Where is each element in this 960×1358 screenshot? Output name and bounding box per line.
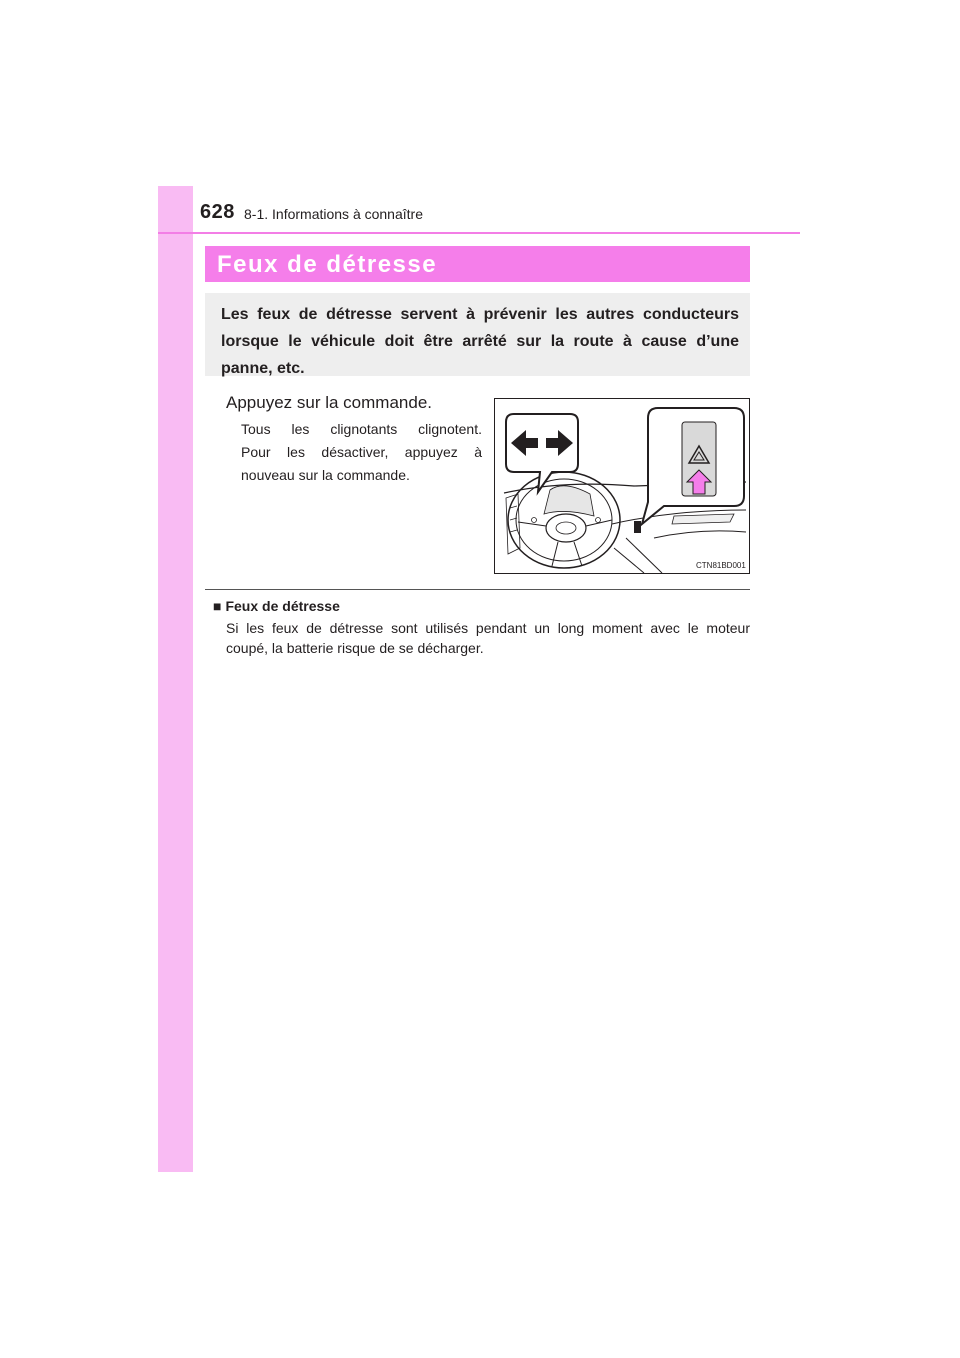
page-number: 628 bbox=[200, 201, 235, 223]
section-divider bbox=[205, 589, 750, 590]
result-line: nouveau sur la commande. bbox=[241, 467, 410, 483]
note-line: Si les feux de détresse sont utilisés pendant un long moment avec le moteur bbox=[226, 620, 750, 636]
note-heading-text: Feux de détresse bbox=[225, 598, 340, 614]
note-heading bbox=[213, 598, 340, 614]
intro-box bbox=[205, 293, 750, 376]
page-title: Feux de détresse bbox=[217, 251, 438, 278]
section-title: 8-1. Informations à connaître bbox=[244, 206, 423, 222]
square-bullet-icon: ■ bbox=[213, 598, 222, 614]
illustration-code: CTN81BD001 bbox=[696, 561, 746, 570]
dashboard-drawing bbox=[494, 398, 750, 574]
note-line: coupé, la batterie risque de se décharger. bbox=[226, 640, 484, 656]
instruction-step: Appuyez sur la commande. bbox=[226, 393, 432, 412]
result-line: Pour les désactiver, appuyez à bbox=[241, 444, 482, 460]
intro-text: Les feux de détresse servent à prévenir les autres conducteurs lorsque le véhicule doit être arrêté sur la route à cause d’une panne, etc. bbox=[221, 306, 739, 377]
side-tab-band bbox=[158, 186, 193, 1172]
header-rule bbox=[158, 232, 800, 234]
result-text bbox=[241, 418, 482, 487]
title-bar bbox=[205, 246, 750, 282]
hazard-switch-illustration bbox=[494, 398, 750, 574]
note-body bbox=[226, 618, 750, 658]
result-line: Tous les clignotants clignotent. bbox=[241, 421, 482, 437]
